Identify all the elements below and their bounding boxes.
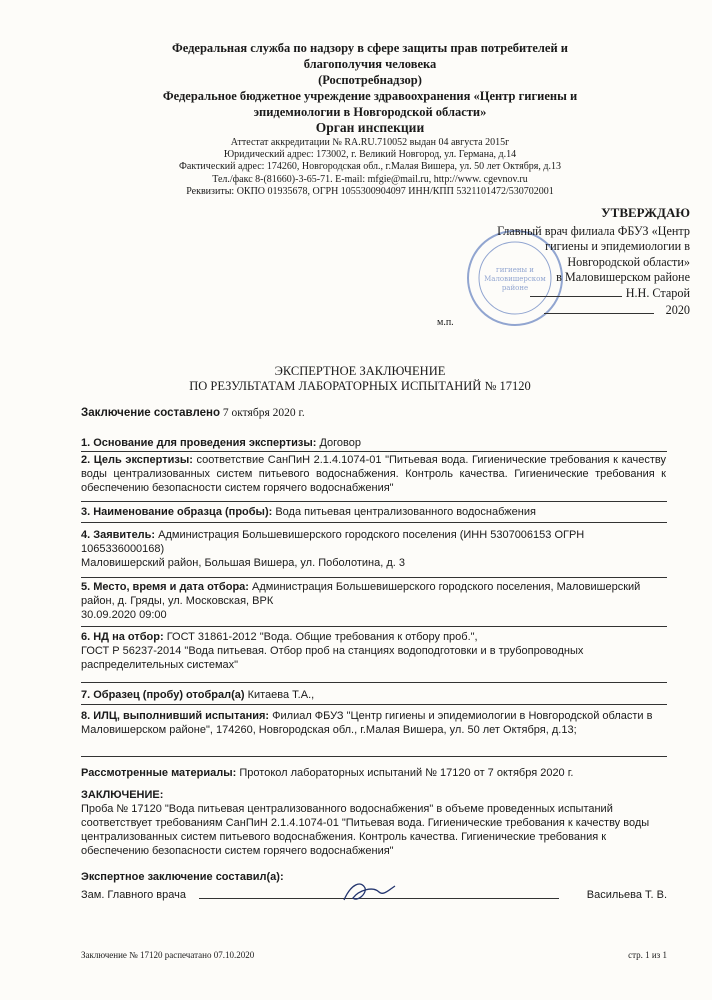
section-basis: [81, 436, 666, 450]
section-label: Рассмотренные материалы:: [81, 767, 237, 779]
approval-date: [440, 303, 690, 319]
date-blank: [544, 303, 654, 314]
approval-line: гигиены и эпидемиологии в: [545, 239, 690, 253]
org-line: эпидемиологии в Новгородской области»: [253, 105, 487, 119]
divider: [81, 626, 667, 627]
section-laboratory: [81, 709, 666, 737]
handwritten-signature: [339, 878, 399, 906]
section-value: Администрация Большевишерского городского поселения, Маловишерский район, д. Гряды, ул. Московская, ВРК: [81, 581, 641, 607]
divider: [81, 501, 667, 502]
section-value: соответствие СанПиН 2.1.4.1074-01 "Питьевая вода. Гигиенические требования к качеству воды централизованных систем питьевого водоснабжения. Контроль качества. Гигиенические требования к обеспечению безопасности систем горячего водоснабжения": [81, 454, 666, 494]
divider: [81, 577, 667, 578]
section-label: 1. Основание для проведения экспертизы:: [81, 437, 317, 449]
section-materials: [81, 766, 666, 780]
approval-signer: Н.Н. Старой: [625, 285, 690, 300]
org-line: благополучия человека: [303, 57, 437, 71]
page-footer: [81, 950, 667, 960]
page-number: стр. 1 из 1: [628, 950, 667, 960]
composed-label: Заключение составлено: [81, 407, 220, 419]
section-label: 3. Наименование образца (пробы):: [81, 506, 273, 518]
signer-position: Зам. Главного врача: [81, 889, 186, 901]
section-value: Протокол лабораторных испытаний № 17120 от 7 октября 2020 г.: [239, 767, 574, 779]
accreditation: Аттестат аккредитации № RA.RU.710052 выдан 04 августа 2015г: [230, 137, 510, 148]
divider: [81, 756, 667, 757]
requisites: [150, 137, 590, 198]
divider: [81, 682, 667, 683]
section-applicant: [81, 528, 666, 570]
section-label: 4. Заявитель:: [81, 529, 156, 541]
section-value: Администрация Большевишерского городского поселения (ИНН 5307006153 ОГРН 1065336000168): [81, 529, 585, 555]
section-value: Вода питьевая централизованного водоснабжения: [275, 506, 536, 518]
approval-title: УТВЕРЖДАЮ: [601, 205, 690, 220]
contacts: Тел./факс 8-(81660)-3-65-71. E-mail: mfgie@mail.ru, http://www. cgevnov.ru: [212, 173, 528, 185]
composed-value: 7 октября 2020 г.: [222, 407, 305, 419]
composed-by-label: Экспертное заключение составил(а):: [81, 871, 284, 883]
organization-header: [120, 40, 620, 136]
document-title: [80, 364, 640, 394]
conclusion-text: Проба № 17120 "Вода питьевая централизованного водоснабжения" в объеме проведенных испытаний соответствует требованиям СанПиН 2.1.4.1074-01 "Питьевая вода. Гигиенические требования к качеству воды централизованных систем питьевого водоснабжения. Контроль качества. Гигиенические требования к обеспечению безопасности систем горячего водоснабжения": [81, 803, 650, 857]
title-line: ПО РЕЗУЛЬТАТАМ ЛАБОРАТОРНЫХ ИСПЫТАНИЙ № 17120: [189, 379, 531, 393]
bank-details: Реквизиты: ОКПО 01935678, ОГРН 1055300904097 ИНН/КПП 5321101472/530702001: [186, 185, 554, 197]
legal-address: Юридический адрес: 173002, г. Великий Новгород, ул. Германа, д.14: [223, 149, 517, 161]
svg-text:гигиены и: гигиены и: [496, 266, 534, 274]
section-sampling-place: [81, 580, 666, 622]
section-value: Маловишерский район, Большая Вишера, ул. Поболотина, д. 3: [81, 557, 405, 569]
section-sampler: [81, 688, 666, 702]
org-line: Федеральная служба по надзору в сфере защиты прав потребителей и: [171, 41, 569, 55]
svg-text:районе: районе: [501, 284, 529, 292]
org-line: (Роспотребнадзор): [318, 73, 422, 87]
approval-signature: [440, 286, 690, 302]
section-label: 7. Образец (пробу) отобрал(а): [81, 689, 245, 701]
divider: [81, 704, 667, 705]
signature-blank: [530, 286, 622, 297]
section-value: ГОСТ 31861-2012 "Вода. Общие требования к отбору проб.",: [166, 631, 478, 643]
approval-block: [440, 205, 690, 319]
org-line: Федеральное бюджетное учреждение здравоохранения «Центр гигиены и: [162, 89, 578, 103]
section-value: Договор: [319, 437, 361, 449]
section-value: Китаева Т.А.,: [247, 689, 315, 701]
section-label: 2. Цель экспертизы:: [81, 454, 193, 466]
section-sample-name: [81, 505, 666, 519]
inspection-body: Орган инспекции: [315, 120, 425, 135]
section-purpose: [81, 453, 666, 495]
approval-line: Главный врач филиала ФБУЗ «Центр: [497, 223, 690, 238]
divider: [81, 451, 667, 452]
section-label: 8. ИЛЦ, выполнивший испытания:: [81, 710, 270, 722]
title-line: ЭКСПЕРТНОЕ ЗАКЛЮЧЕНИЕ: [274, 364, 446, 378]
section-value: Филиал ФБУЗ "Центр гигиены и эпидемиологии в Новгородской области в Маловишерском районе", 174260, Новгородская обл., г.Малая Вишера, ул. 50 лет Октября, д.13;: [81, 710, 653, 736]
conclusion-label: ЗАКЛЮЧЕНИЕ:: [81, 789, 164, 801]
actual-address: Фактический адрес: 174260, Новгородская обл., г.Малая Вишера, ул. 50 лет Октября, д.13: [179, 161, 561, 173]
approval-line: Новгородской области»: [567, 254, 690, 269]
conclusion-block: [81, 788, 666, 858]
signer-name: Васильева Т. В.: [586, 889, 667, 901]
print-info: Заключение № 17120 распечатано 07.10.2020: [81, 950, 255, 960]
approval-line: в Маловишерском районе: [556, 270, 690, 284]
signature-row: [81, 888, 667, 902]
svg-text:Маловишерском: Маловишерском: [484, 275, 546, 283]
approval-year: 2020: [665, 303, 690, 317]
section-sampling-standard: [81, 630, 666, 672]
section-value: 30.09.2020 09:00: [81, 609, 167, 621]
composed-date: [81, 407, 305, 419]
section-label: 5. Место, время и дата отбора:: [81, 581, 249, 593]
section-label: 6. НД на отбор:: [81, 631, 164, 643]
divider: [81, 522, 667, 523]
section-value: ГОСТ Р 56237-2014 "Вода питьевая. Отбор проб на станциях водоподготовки и в трубопроводных распределительных системах": [81, 645, 584, 671]
seal-place: м.п.: [437, 317, 454, 328]
